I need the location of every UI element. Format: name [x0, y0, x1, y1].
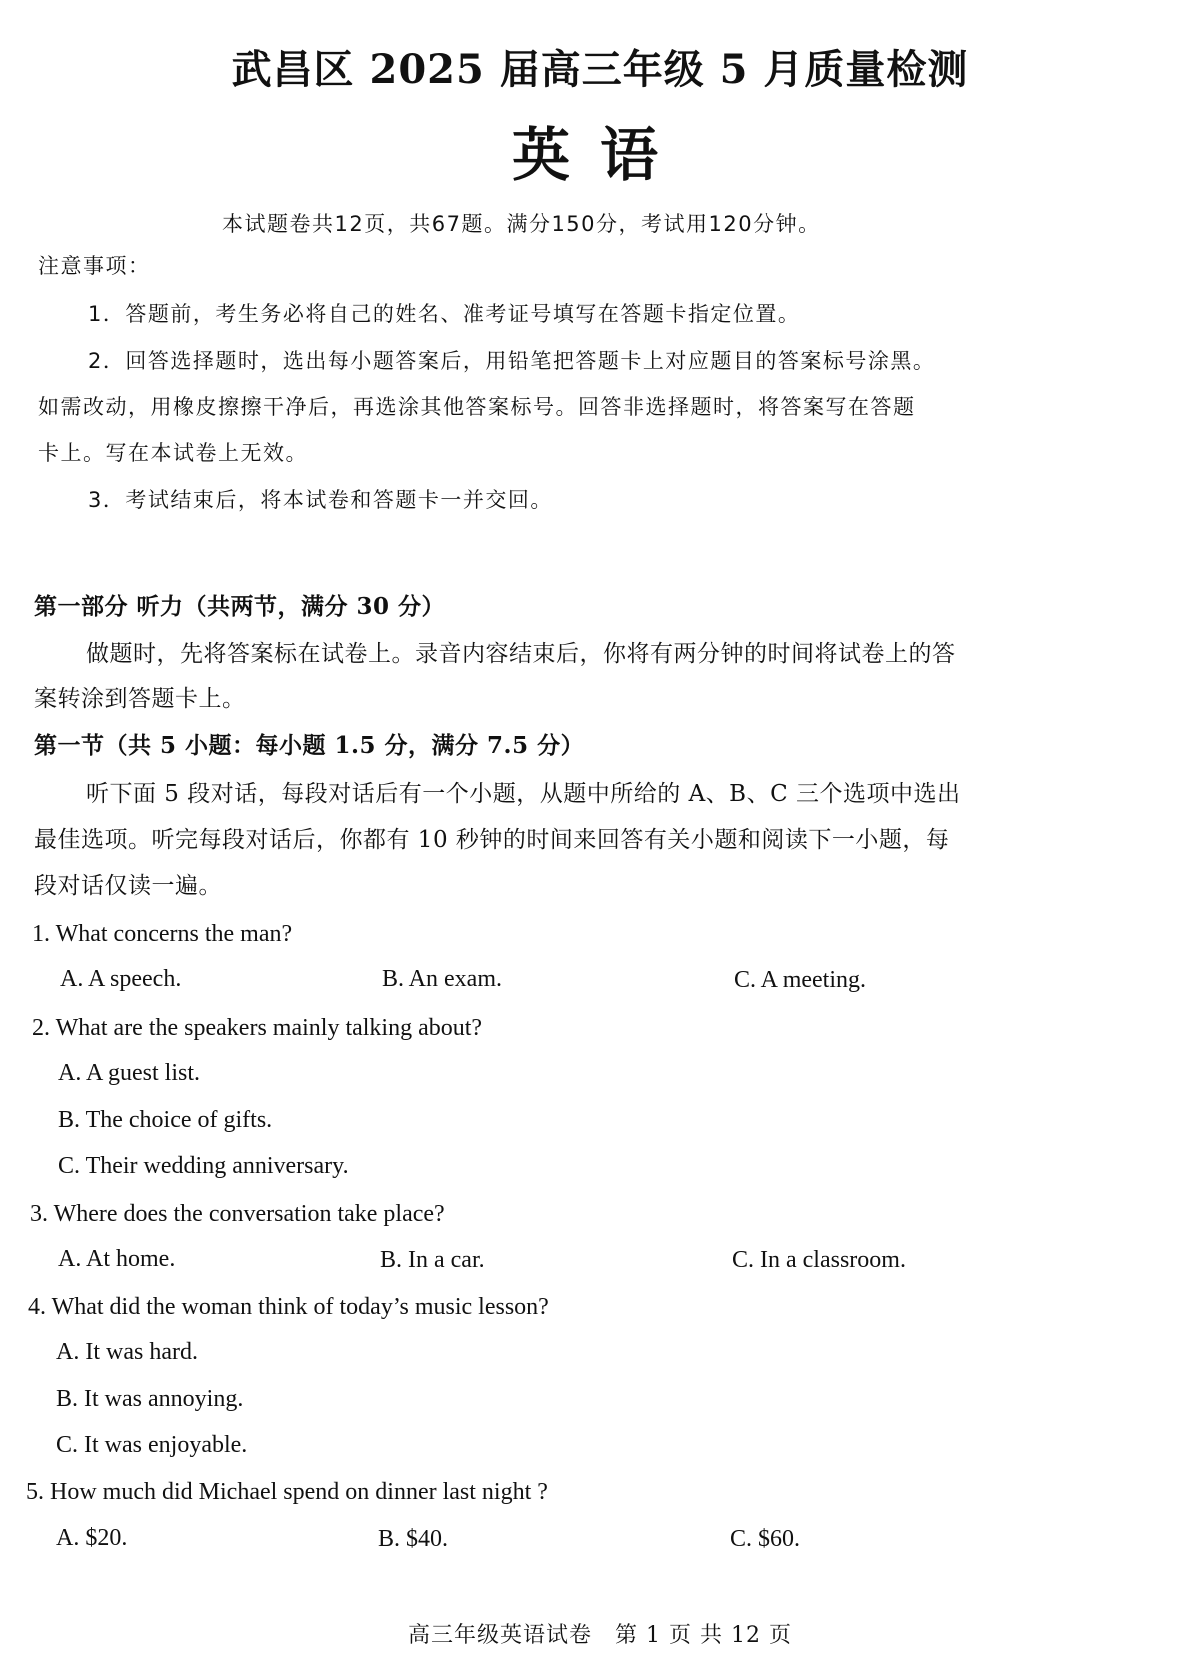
part1-instruction-line-2: 案转涂到答题卡上。	[34, 686, 246, 712]
section1-heading: 第一节（共 5 小题：每小题 1.5 分，满分 7.5 分）	[34, 732, 585, 759]
question-4-option-a: A. It was hard.	[56, 1339, 198, 1365]
question-2-option-b: B. The choice of gifts.	[58, 1107, 273, 1133]
question-3-option-a: A. At home.	[58, 1246, 176, 1272]
question-4-stem: 4. What did the woman think of today’s music lesson?	[28, 1294, 549, 1320]
question-5-stem: 5. How much did Michael spend on dinner last night ?	[26, 1479, 548, 1505]
question-4-option-c: C. It was enjoyable.	[56, 1432, 248, 1458]
question-3-stem: 3. Where does the conversation take place?	[30, 1201, 445, 1227]
part1-heading: 第一部分 听力（共两节，满分 30 分）	[34, 593, 446, 620]
exam-title: 武昌区 2025 届高三年级 5 月质量检测	[231, 46, 969, 93]
notice-item-3: 3．考试结束后，将本试卷和答题卡一并交回。	[88, 488, 553, 512]
question-3-option-c: C. In a classroom.	[732, 1247, 906, 1273]
notice-heading: 注意事项：	[38, 254, 151, 278]
question-1-option-a: A. A speech.	[60, 966, 182, 992]
question-1-option-c: C. A meeting.	[734, 967, 866, 993]
page-footer: 高三年级英语试卷 第 1 页 共 12 页	[408, 1623, 792, 1648]
notice-item-1: 1．答题前，考生务必将自己的姓名、准考证号填写在答题卡指定位置。	[88, 302, 801, 326]
question-3-option-b: B. In a car.	[380, 1247, 485, 1273]
question-5-option-c: C. $60.	[730, 1526, 801, 1552]
exam-intro: 本试题卷共12页，共67题。满分150分，考试用120分钟。	[222, 212, 821, 236]
subject-title: 英语	[511, 121, 688, 189]
question-2-option-c: C. Their wedding anniversary.	[58, 1153, 349, 1179]
section1-instruction-line-2: 最佳选项。听完每段对话后，你都有 10 秒钟的时间来回答有关小题和阅读下一小题，每	[34, 827, 950, 853]
notice-item-2-line-2: 如需改动，用橡皮擦擦干净后，再选涂其他答案标号。回答非选择题时，将答案写在答题	[38, 395, 916, 419]
section1-instruction-line-1: 听下面 5 段对话，每段对话后有一个小题，从题中所给的 A、B、C 三个选项中选出	[86, 781, 961, 807]
section1-instruction-line-3: 段对话仅读一遍。	[34, 873, 222, 899]
question-4-option-b: B. It was annoying.	[56, 1386, 244, 1412]
question-5-option-a: A. $20.	[56, 1525, 128, 1551]
question-2-option-a: A. A guest list.	[58, 1060, 201, 1086]
notice-item-2-line-1: 2．回答选择题时，选出每小题答案后，用铅笔把答题卡上对应题目的答案标号涂黑。	[88, 349, 936, 373]
part1-instruction-line-1: 做题时，先将答案标在试卷上。录音内容结束后，你将有两分钟的时间将试卷上的答	[86, 641, 956, 667]
question-5-option-b: B. $40.	[378, 1526, 449, 1552]
question-1-option-b: B. An exam.	[382, 966, 502, 992]
question-2-stem: 2. What are the speakers mainly talking about?	[32, 1015, 483, 1041]
notice-item-2-line-3: 卡上。写在本试卷上无效。	[38, 441, 308, 465]
question-1-stem: 1. What concerns the man?	[32, 921, 293, 947]
